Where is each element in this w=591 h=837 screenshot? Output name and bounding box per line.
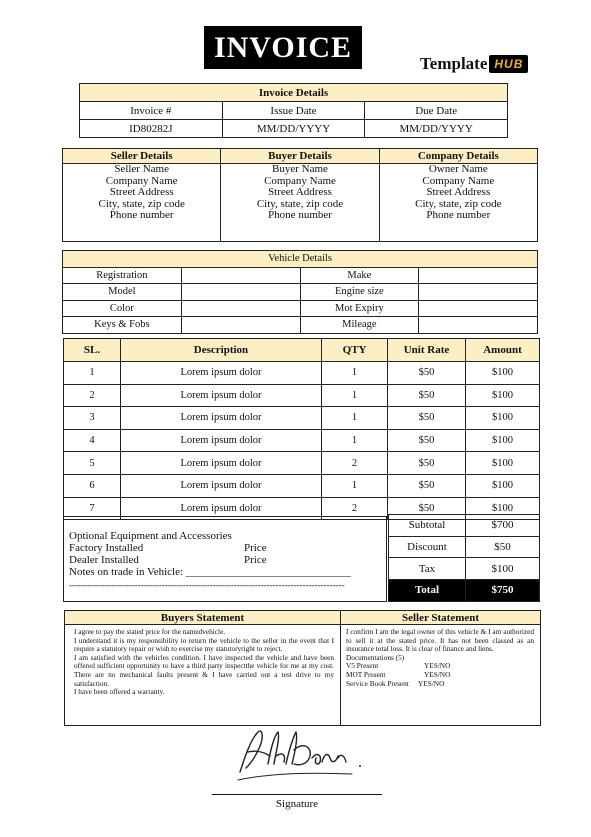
buyer-details-heading: Buyer Details xyxy=(221,149,379,164)
template-hub-logo xyxy=(420,53,528,75)
seller-city: City, state, zip code xyxy=(98,197,185,210)
vehicle-label: Registration xyxy=(63,267,182,284)
logo-badge: HUB xyxy=(489,55,528,73)
company-details xyxy=(379,164,537,242)
buyer-name: Buyer Name xyxy=(272,163,328,175)
logo-text: Template xyxy=(420,54,488,73)
seller-details-heading: Seller Details xyxy=(63,149,221,164)
buyer-company: Company Name xyxy=(264,174,336,187)
qty-cell: 1 xyxy=(322,429,388,452)
totals-table xyxy=(388,514,540,602)
company-city: City, state, zip code xyxy=(415,197,502,210)
vehicle-value[interactable] xyxy=(181,317,300,334)
discount-label: Discount xyxy=(389,536,466,558)
company-phone: Phone number xyxy=(426,209,491,221)
buyers-statement-heading: Buyers Statement xyxy=(65,611,341,625)
buyer-city: City, state, zip code xyxy=(256,197,344,210)
seller-details xyxy=(63,164,221,242)
table-row xyxy=(64,362,540,385)
seller-statement-body xyxy=(341,625,541,726)
unit-rate-column-header: Unit Rate xyxy=(388,339,466,362)
service-book-value[interactable]: YES/NO xyxy=(418,678,445,688)
buyers-statement-line: I agree to pay the stated price for the namedvehicle. xyxy=(74,627,226,636)
vehicle-label: Engine size xyxy=(300,284,419,301)
signature-line xyxy=(212,794,382,795)
description-cell: Lorem ipsum dolor xyxy=(121,474,322,497)
amount-cell: $100 xyxy=(466,452,540,475)
description-cell: Lorem ipsum dolor xyxy=(121,407,322,430)
handwritten-signature xyxy=(236,722,366,786)
dealer-installed-price: Price xyxy=(244,554,267,566)
vehicle-value[interactable] xyxy=(181,284,300,301)
vehicle-value[interactable] xyxy=(181,267,300,284)
table-row xyxy=(64,452,540,475)
vehicle-label: Mot Expiry xyxy=(300,300,419,317)
buyer-details xyxy=(221,164,379,242)
description-cell: Lorem ipsum dolor xyxy=(121,429,322,452)
mot-present-label: MOT Present xyxy=(346,669,386,679)
invoice-number-label: Invoice # xyxy=(80,102,223,120)
buyer-phone: Phone number xyxy=(268,209,332,221)
vehicle-value[interactable] xyxy=(419,317,538,334)
seller-street: Street Address xyxy=(109,186,174,198)
qty-cell: 1 xyxy=(322,362,388,385)
buyers-statement-line: I understand it is my responsibility to return the vehicle to the seller in the event that I require a statutory repair or wish to exercise my statutoryright to reject. xyxy=(74,635,334,654)
amount-cell: $100 xyxy=(466,474,540,497)
vehicle-label: Make xyxy=(300,267,419,284)
seller-company: Company Name xyxy=(105,174,178,187)
total-label: Total xyxy=(389,580,466,602)
qty-column-header: QTY xyxy=(322,339,388,362)
factory-installed-label: Factory Installed xyxy=(69,542,144,554)
seller-name: Seller Name xyxy=(114,163,169,175)
amount-cell: $100 xyxy=(466,407,540,430)
optional-equipment-box xyxy=(63,516,387,602)
vehicle-label: Keys & Fobs xyxy=(63,317,182,334)
unit-rate-cell: $50 xyxy=(388,474,466,497)
v5-present-value[interactable]: YES/NO xyxy=(424,661,451,671)
subtotal-label: Subtotal xyxy=(389,515,466,537)
unit-rate-cell: $50 xyxy=(388,452,466,475)
vehicle-value[interactable] xyxy=(181,300,300,317)
unit-rate-cell: $50 xyxy=(388,407,466,430)
qty-cell: 2 xyxy=(322,497,388,520)
company-name: Company Name xyxy=(422,174,495,187)
issue-date-value: MM/DD/YYYY xyxy=(222,120,365,138)
buyer-street: Street Address xyxy=(268,186,332,198)
qty-cell: 2 xyxy=(322,452,388,475)
dashed-line: -------------------------------------------------------------------------------------------- xyxy=(69,580,345,590)
v5-present-label: V5 Present xyxy=(346,661,379,671)
vehicle-label: Color xyxy=(63,300,182,317)
vehicle-details-table xyxy=(62,250,538,334)
mot-present-value[interactable]: YES/NO xyxy=(424,669,451,679)
sl-cell: 6 xyxy=(64,474,121,497)
amount-cell: $100 xyxy=(466,384,540,407)
due-date-value: MM/DD/YYYY xyxy=(365,120,508,138)
vehicle-label: Mileage xyxy=(300,317,419,334)
sl-cell: 5 xyxy=(64,452,121,475)
unit-rate-cell: $50 xyxy=(388,429,466,452)
amount-column-header: Amount xyxy=(466,339,540,362)
optional-equipment-heading: Optional Equipment and Accessories xyxy=(69,530,232,542)
seller-statement-text: I confirm I am the legal owner of this vehicle & I am authorized to sell it at the stated price. It has not been classed as an insurance total loss. It is clear of finance and liens. xyxy=(346,627,534,654)
total-value: $750 xyxy=(466,580,540,602)
owner-name: Owner Name xyxy=(428,163,488,175)
description-column-header: Description xyxy=(121,339,322,362)
table-row xyxy=(64,429,540,452)
description-cell: Lorem ipsum dolor xyxy=(121,362,322,385)
amount-cell: $100 xyxy=(466,429,540,452)
description-cell: Lorem ipsum dolor xyxy=(121,384,322,407)
sl-cell: 4 xyxy=(64,429,121,452)
sl-cell: 3 xyxy=(64,407,121,430)
table-row xyxy=(64,384,540,407)
company-street: Street Address xyxy=(426,186,491,198)
trade-in-notes[interactable]: Notes on trade in Vehicle: ______________________________ xyxy=(69,566,351,578)
seller-phone: Phone number xyxy=(109,209,174,221)
sl-column-header: SL. xyxy=(64,339,121,362)
company-details-heading: Company Details xyxy=(379,149,537,164)
seller-statement-heading: Seller Statement xyxy=(341,611,541,625)
unit-rate-cell: $50 xyxy=(388,497,466,520)
sl-cell: 2 xyxy=(64,384,121,407)
qty-cell: 1 xyxy=(322,384,388,407)
documentations-heading: Documentations (5) xyxy=(346,652,405,662)
buyers-statement-line: I am satisfied with the vehicles condition. I have inspected the vehicle and have been offered sufficient opportunity to have a third party inspectthe vehicle for me at my cost. There are no mechanical faults present & I have carried out a test drive to my satisfaction. xyxy=(74,652,334,688)
sl-cell: 7 xyxy=(64,497,121,520)
unit-rate-cell: $50 xyxy=(388,384,466,407)
amount-cell: $100 xyxy=(466,362,540,385)
buyers-statement-body xyxy=(65,625,341,726)
table-row xyxy=(64,474,540,497)
buyers-statement-line: I have been offered a warranty. xyxy=(74,687,165,697)
due-date-label: Due Date xyxy=(365,102,508,120)
items-table xyxy=(63,338,540,520)
amount-cell: $100 xyxy=(466,497,540,520)
vehicle-value[interactable] xyxy=(419,284,538,301)
unit-rate-cell: $50 xyxy=(388,362,466,385)
invoice-number-value: ID80282J xyxy=(80,120,223,138)
subtotal-value: $700 xyxy=(466,515,540,537)
invoice-details-table xyxy=(79,83,508,138)
invoice-title: INVOICE xyxy=(204,26,362,69)
sl-cell: 1 xyxy=(64,362,121,385)
discount-value: $50 xyxy=(466,536,540,558)
qty-cell: 1 xyxy=(322,474,388,497)
service-book-label: Service Book Present xyxy=(346,678,409,688)
description-cell: Lorem ipsum dolor xyxy=(121,497,322,520)
dealer-installed-label: Dealer Installed xyxy=(69,554,139,566)
factory-installed-price: Price xyxy=(244,542,267,554)
statements-table xyxy=(64,610,541,726)
tax-value: $100 xyxy=(466,558,540,580)
vehicle-details-heading: Vehicle Details xyxy=(63,251,538,268)
description-cell: Lorem ipsum dolor xyxy=(121,452,322,475)
vehicle-value[interactable] xyxy=(419,267,538,284)
issue-date-label: Issue Date xyxy=(222,102,365,120)
signature-label: Signature xyxy=(275,798,319,810)
invoice-details-heading: Invoice Details xyxy=(80,84,508,102)
vehicle-label: Model xyxy=(63,284,182,301)
tax-label: Tax xyxy=(389,558,466,580)
table-row xyxy=(64,407,540,430)
vehicle-value[interactable] xyxy=(419,300,538,317)
parties-table xyxy=(62,148,538,242)
qty-cell: 1 xyxy=(322,407,388,430)
